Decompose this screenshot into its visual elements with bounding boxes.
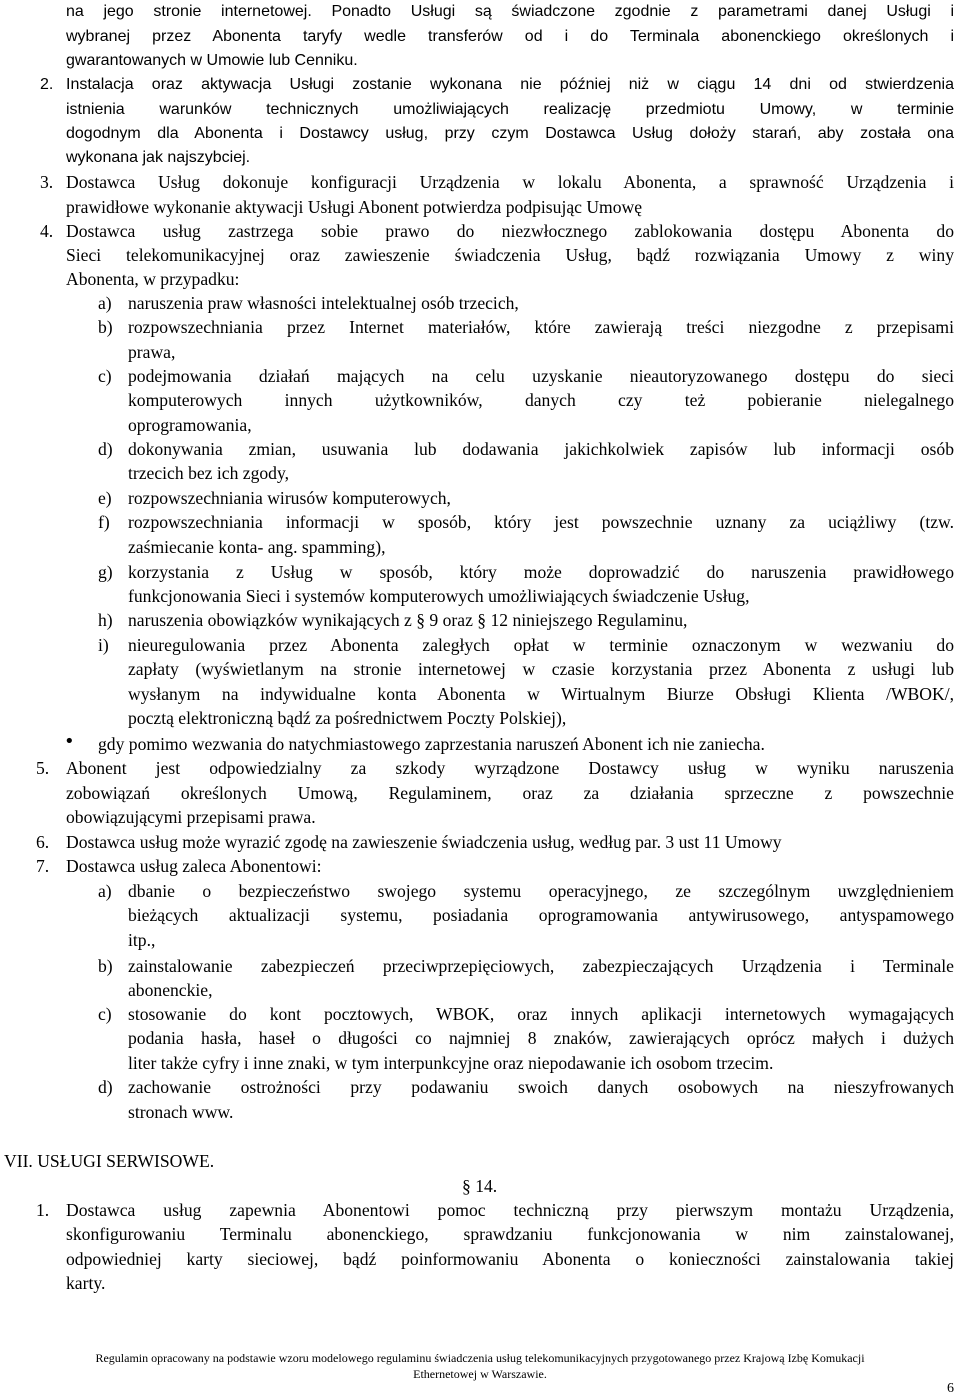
- paragraph-2-line-1: Instalacja oraz aktywacja Usługi zostanie wykonana nie później niż w ciągu 14 dni od stwierdzenia: [66, 76, 954, 93]
- item-7c-line-1: stosowanie do kont pocztowych, WBOK, oraz innych aplikacji internetowych wymagających: [128, 1004, 954, 1024]
- paragraph-3-line-2: prawidłowe wykonanie aktywacji Usługi Abonent potwierdza podpisując Umowę: [66, 197, 643, 217]
- item-4f-line-1: rozpowszechniania informacji w sposób, który jest powszechnie uznany za uciążliwy (tzw.: [128, 512, 954, 532]
- paragraph-7-number: 7.: [36, 856, 50, 876]
- item-4c-letter: c): [98, 366, 112, 386]
- item-7d-line-1: zachowanie ostrożności przy podawaniu swoich danych osobowych na nieszyfrowanych: [128, 1077, 954, 1097]
- service-paragraph-1-line-1: Dostawca usług zapewnia Abonentowi pomoc techniczną przy pierwszym montażu Urządzenia,: [66, 1200, 954, 1220]
- intro-line-2: wybranej przez Abonenta taryfy wedle transferów od i do Terminala abonenckiego określonych i: [66, 28, 954, 45]
- paragraph-5-line-2: zobowiązań określonych Umową, Regulaminem, oraz za działania sprzeczne z powszechnie: [66, 783, 954, 803]
- item-4i-letter: i): [98, 635, 109, 655]
- service-paragraph-1-line-3: odpowiedniej karty sieciowej, bądź poinformowaniu Abonenta o konieczności zainstalowania takiej: [66, 1249, 954, 1269]
- item-7c-line-2: podania hasła, haseł o długości co najmniej 8 znaków, zawierających oprócz małych i dużych: [128, 1028, 954, 1048]
- paragraph-5-line-1: Abonent jest odpowiedzialny za szkody wyrządzone Dostawcy usług w wyniku naruszenia: [66, 758, 954, 778]
- item-4g-line-1: korzystania z Usług w sposób, który może doprowadzić do naruszenia prawidłowego: [128, 562, 954, 582]
- service-paragraph-1-line-2: skonfigurowaniu Terminalu abonenckiego, sprawdzaniu funkcjonowania w nim zainstalowanej,: [66, 1224, 954, 1244]
- item-7a-line-1: dbanie o bezpieczeństwo swojego systemu operacyjnego, ze szczególnym uwzględnieniem: [128, 881, 954, 901]
- bullet-icon: •: [64, 731, 75, 752]
- item-4b-line-2: prawa,: [128, 342, 176, 362]
- item-4e-letter: e): [98, 488, 112, 508]
- item-4i-line-1: nieuregulowania przez Abonenta zaległych opłat w terminie oznaczonym w wezwaniu do: [128, 635, 954, 655]
- item-4a-letter: a): [98, 293, 112, 313]
- paragraph-4-line-1: Dostawca usług zastrzega sobie prawo do niezwłocznego zablokowania dostępu Abonenta do: [66, 221, 954, 241]
- item-4f-line-2: zaśmiecanie konta- ang. spamming),: [128, 537, 386, 557]
- paragraph-4-line-2: Sieci telekomunikacyjnej oraz zawieszenie świadczenia Usług, bądź rozwiązania Umowy z winy: [66, 245, 954, 265]
- intro-line-3: gwarantowanych w Umowie lub Cenniku.: [66, 52, 358, 69]
- item-4c-line-2: komputerowych innych użytkowników, danych czy też pobieranie nielegalnego: [128, 390, 954, 410]
- service-paragraph-1-line-4: karty.: [66, 1273, 106, 1293]
- item-4i-line-2: zapłaty (wyświetlanym na stronie internetowej w czasie korzystania przez Abonenta z usługi lub: [128, 659, 954, 679]
- item-7c-letter: c): [98, 1004, 112, 1024]
- item-4c-line-3: oprogramowania,: [128, 415, 252, 435]
- item-4f-letter: f): [98, 512, 110, 532]
- item-7b-line-1: zainstalowanie zabezpieczeń przeciwprzepięciowych, zabezpieczających Urządzenia i Terminale: [128, 956, 954, 976]
- item-4g-line-2: funkcjonowania Sieci i systemów komputerowych umożliwiających świadczenie Usług,: [128, 586, 750, 606]
- paragraph-2-line-2: istnienia warunków technicznych umożliwiających realizację przedmiotu Umowy, w terminie: [66, 101, 954, 118]
- item-7c-line-3: liter także cyfry i inne znaki, w tym interpunkcyjne oraz niepodawanie ich osobom trzecim.: [128, 1053, 774, 1073]
- paragraph-4-number: 4.: [40, 221, 54, 241]
- paragraph-6-line-1: Dostawca usług może wyrazić zgodę na zawieszenie świadczenia usług, według par. 3 ust 11 Umowy: [66, 832, 782, 852]
- item-4a-line-1: naruszenia praw własności intelektualnej osób trzecich,: [128, 293, 519, 313]
- service-paragraph-1-number: 1.: [36, 1200, 50, 1220]
- item-4c-line-1: podejmowania działań mających na celu uzyskanie nieautoryzowanego dostępu do sieci: [128, 366, 954, 386]
- paragraph-4-line-3: Abonenta, w przypadku:: [66, 269, 240, 289]
- section-title: VII. USŁUGI SERWISOWE.: [4, 1151, 215, 1171]
- item-4b-letter: b): [98, 317, 113, 337]
- paragraph-mark: § 14.: [462, 1176, 498, 1196]
- intro-line-1: na jego stronie internetowej. Ponadto Usługi są świadczone zgodnie z parametrami danej Usługi i: [66, 3, 954, 20]
- item-7a-letter: a): [98, 881, 112, 901]
- item-4i-line-3: wysłanym na indywidualne konta Abonenta w Wirtualnym Biurze Obsługi Klienta /WBOK/,: [128, 684, 954, 704]
- paragraph-5-number: 5.: [36, 758, 50, 778]
- item-7d-letter: d): [98, 1077, 113, 1097]
- paragraph-6-number: 6.: [36, 832, 50, 852]
- paragraph-2-number: 2.: [40, 76, 54, 93]
- item-4g-letter: g): [98, 562, 113, 582]
- item-4h-line-1: naruszenia obowiązków wynikających z § 9 oraz § 12 niniejszego Regulaminu,: [128, 610, 688, 630]
- paragraph-5-line-3: obowiązującymi przepisami prawa.: [66, 807, 316, 827]
- item-7b-line-2: abonenckie,: [128, 980, 213, 1000]
- item-7b-letter: b): [98, 956, 113, 976]
- item-4i-line-4: pocztą elektroniczną bądź za pośrednictwem Poczty Polskiej),: [128, 708, 567, 728]
- item-4d-line-2: trzecich bez ich zgody,: [128, 463, 290, 483]
- page-number: 6: [947, 1381, 954, 1396]
- item-4e-line-1: rozpowszechniania wirusów komputerowych,: [128, 488, 451, 508]
- item-7d-line-2: stronach www.: [128, 1102, 234, 1122]
- item-4h-letter: h): [98, 610, 113, 630]
- item-7a-line-2: bieżących aktualizacji systemu, posiadania oprogramowania antywirusowego, antyspamowego: [128, 905, 954, 925]
- item-4d-line-1: dokonywania zmian, usuwania lub dodawania jakichkolwiek zapisów lub informacji osób: [128, 439, 954, 459]
- footer-line-1: Regulamin opracowany na podstawie wzoru modelowego regulaminu świadczenia usług telekomunikacyjnych przygotowanego przez Krajową Izbę Komukacji: [95, 1351, 865, 1365]
- item-4b-line-1: rozpowszechniania przez Internet materiałów, które zawierają treści niezgodne z przepisami: [128, 317, 954, 337]
- bullet-line: gdy pomimo wezwania do natychmiastowego zaprzestania naruszeń Abonent ich nie zaniecha.: [98, 734, 765, 754]
- paragraph-2-line-4: wykonana jak najszybciej.: [66, 149, 251, 166]
- item-7a-line-3: itp.,: [128, 930, 156, 950]
- paragraph-3-line-1: Dostawca Usług dokonuje konfiguracji Urządzenia w lokalu Abonenta, a sprawność Urządzenia i: [66, 172, 954, 192]
- footer-line-2: Ethernetowej w Warszawie.: [413, 1367, 547, 1381]
- item-4d-letter: d): [98, 439, 113, 459]
- paragraph-3-number: 3.: [40, 172, 54, 192]
- paragraph-2-line-3: dogodnym dla Abonenta i Dostawcy usług, przy czym Dostawca Usług dołoży starań, aby została ona: [66, 125, 954, 142]
- paragraph-7-line-1: Dostawca usług zaleca Abonentowi:: [66, 856, 322, 876]
